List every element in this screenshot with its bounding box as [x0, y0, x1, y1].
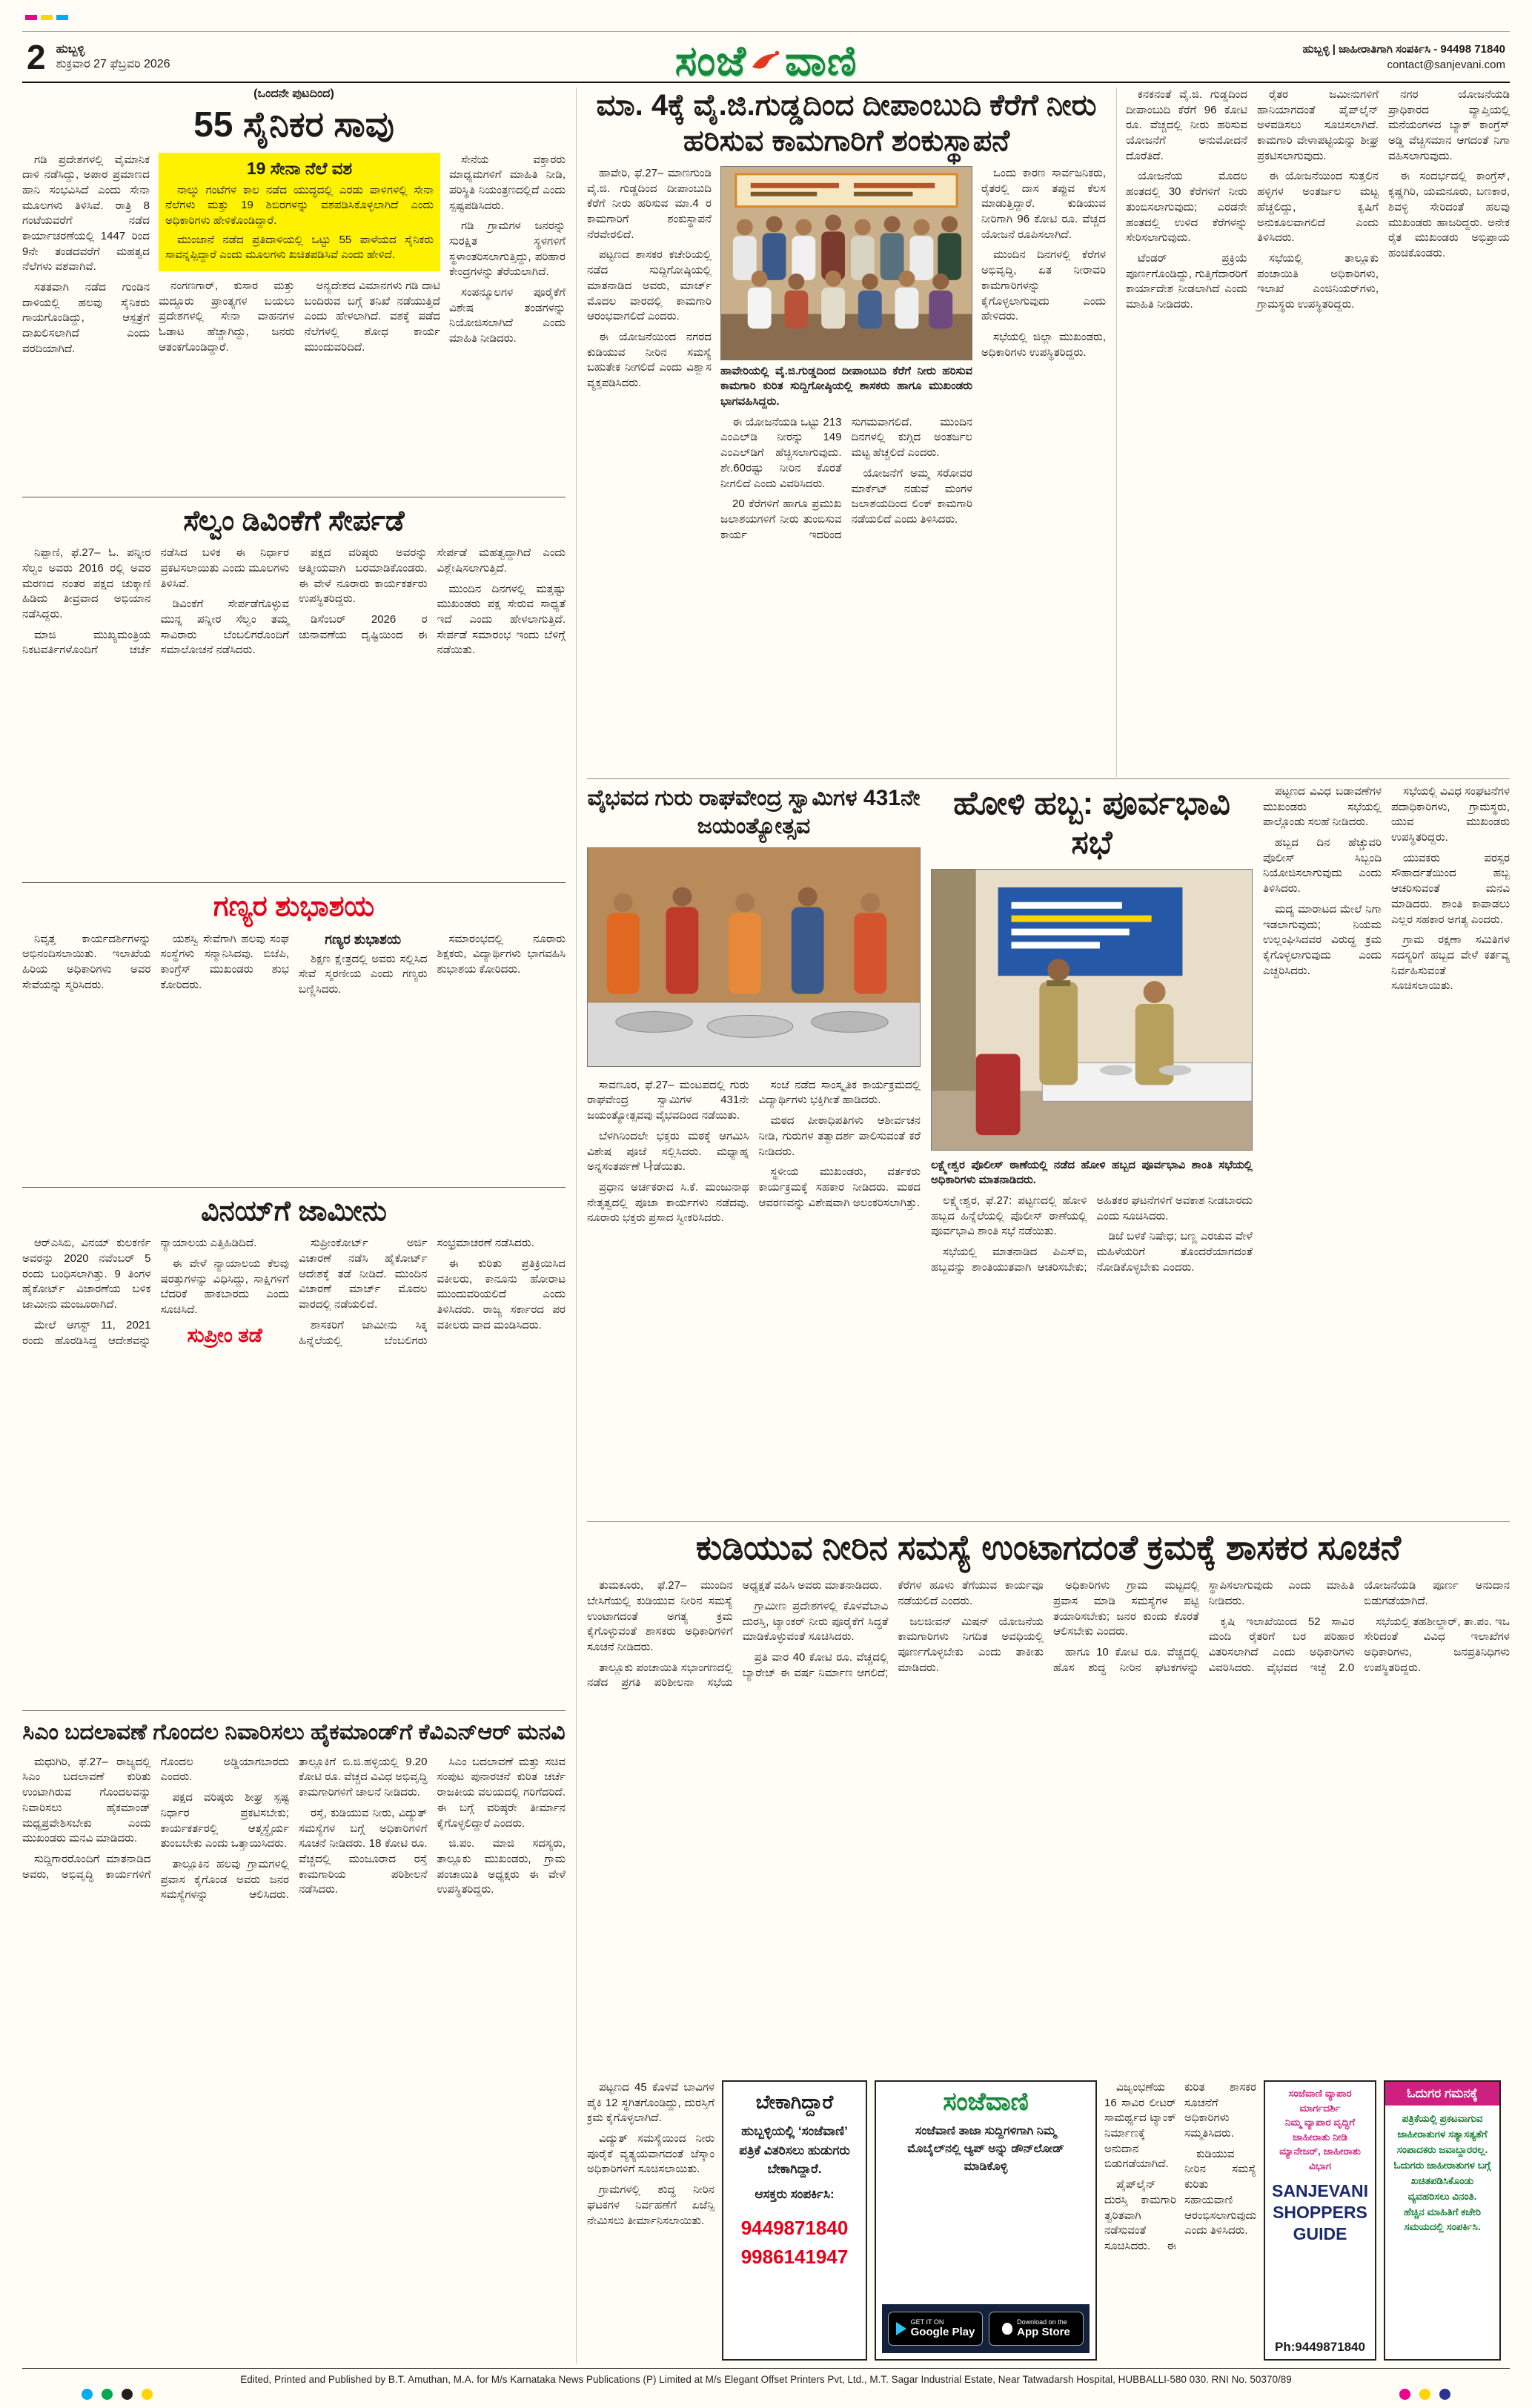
paragraph: ಆರ್‌ಎಸಿಬಿ, ವಿನಯ್ ಕುಲಕರ್ಣಿ ಅವರನ್ನು 2020 ನವೆಂಬರ್ 5 ರಂದು ಬಂಧಿಸಲಾಗಿತ್ತು. 9 ತಿಂಗಳ ಹೈಕೋರ್ಟ್ ವಿಚಾರಣೆಯ ಬಳಿಕ ಜಾಮೀನು ಮಂಜೂರಾಗಿದೆ.	[22, 1237, 151, 1312]
app-ad-text	[882, 2123, 1090, 2176]
advert-contact-line: ಹುಬ್ಬಳ್ಳಿ | ಜಾಹೀರಾತಿಗಾಗಿ ಸಂಪರ್ಕಿಸಿ - 94498 71840	[1302, 42, 1505, 56]
shoppers-name-line: SANJEVANI	[1272, 2181, 1368, 2201]
shoppers-top-line: ಸಂಜೆವಾಣಿ ವ್ಯಾಪಾರ ಮಾರ್ಗದರ್ಶಿ	[1288, 2088, 1352, 2114]
paragraph: ಸುದ್ದಿಗಾರರೊಂದಿಗೆ ಮಾತನಾಡಿದ ಅವರು, ಅಭಿವೃದ್ಧಿ ಕಾರ್ಯಗಳಿಗೆ ಗೊಂದಲ ಅಡ್ಡಿಯಾಗಬಾರದು ಎಂದರು.	[22, 1755, 289, 1881]
yellow-mark	[41, 15, 53, 20]
edition-dateline	[56, 42, 170, 72]
paragraph: ಒಂದು ಕಾರಣ ಸಾರ್ವಜನಿಕರು, ರೈತರಲ್ಲಿ ದಾಸ ತಪ್ಪುವ ಕೆಲಸ ಮಾಡುತ್ತಿದ್ದಾರೆ. ಕುಡಿಯುವ ನೀರಿಗಾಗಿ 96 ಕೋಟಿ ರೂ. ವೆಚ್ಚದ ಯೋಜನೆ ರೂಪಿಸಲಾಗಿದೆ.	[981, 167, 1106, 241]
cm-body	[22, 1755, 566, 2323]
paragraph: ಈ ಯೋಜನೆಯಿಂದ ನಗರದ ಕುಡಿಯುವ ನೀರಿನ ಸಮಸ್ಯೆ ಬಹುತೇಕ ನೀಗಲಿದೆ ಎಂದು ವಿಶ್ವಾಸ ವ್ಯಕ್ತಪಡಿಸಿದರು.	[587, 330, 712, 389]
green-dot	[102, 2389, 113, 2400]
paragraph: ಸಮಾರಂಭದಲ್ಲಿ ನೂರಾರು ಶಿಕ್ಷಕರು, ವಿದ್ಯಾರ್ಥಿಗಳು ಭಾಗವಹಿಸಿ ಶುಭಾಶಯ ಕೋರಿದರು.	[437, 932, 566, 976]
paragraph: ಪಟ್ಟಣದ 45 ಕೊಳವೆ ಬಾವಿಗಳ ಪೈಕಿ 12 ಸ್ಥಗಿತಗೊಂಡಿದ್ದು, ದುರಸ್ತಿಗೆ ಕ್ರಮ ಕೈಗೊಳ್ಳಲಾಗಿದೆ.	[587, 2081, 714, 2125]
paragraph: ನಂಗಣಗಾರ್, ಕುಸಾರ ಮತ್ತು ಮದ್ದೂರು ಪ್ರಾಂತ್ಯಗಳ ಬಯಲು ಪ್ರದೇಶಗಳಲ್ಲಿ ಸೇನಾ ವಾಹನಗಳ ಓಡಾಟ ಹೆಚ್ಚಾಗಿದ್ದು, ಜನರು ಆತಂಕಗೊಂಡಿದ್ದಾರೆ.	[159, 280, 295, 354]
left-column-block	[22, 87, 577, 2364]
paragraph: ಬೆಳಗಿನಿಂದಲೇ ಭಕ್ತರು ಮಠಕ್ಕೆ ಆಗಮಿಸಿ ವಿಶೇಷ ಪೂಜೆ ಸಲ್ಲಿಸಿದರು. ಮಧ್ಯಾಹ್ನ ಅನ್ನಸಂತರ್ಪಣೆ 나ಡೆಯಿತು.	[587, 1129, 749, 1174]
cm-headline: ಸಿಎಂ ಬದಲಾವಣೆ ಗೊಂದಲ ನಿವಾರಿಸಲು ಹೈಕಮಾಂಡ್‌ಗೆ ಕೆವಿಎನ್‌ಆರ್ ಮನವಿ	[22, 1720, 566, 1745]
page-header	[22, 31, 1510, 83]
paragraph: 20 ಕೆರೆಗಳಿಗೆ ಹಾಗೂ ಪ್ರಮುಖ ಜಲಾಶಯಗಳಿಗೆ ನೀರು ತುಂಬಿಸುವ ಕಾರ್ಯ ಇದರಿಂದ ಸುಗಮವಾಗಲಿದೆ. ಮುಂದಿನ ದಿನಗಳಲ್ಲಿ ಕುಗ್ಗಿದ ಅಂತರ್ಜಲ ಮಟ್ಟ ಹೆಚ್ಚಲಿದೆ ಎಂದರು.	[720, 415, 972, 541]
article-selvam	[22, 497, 566, 874]
shoppers-top-line: ನಿಮ್ಮ ವ್ಯಾಪಾರ ವೃದ್ಧಿಗೆ ಜಾಹೀರಾತು ನೀಡಿ	[1284, 2117, 1356, 2143]
article-guru-jayanti	[587, 784, 921, 1518]
water-works-continuation	[1116, 87, 1510, 777]
readers-notice-heading: ಓದುಗರ ಗಮನಕ್ಕೆ	[1385, 2082, 1499, 2106]
paragraph: ತಾಲ್ಲೂಕಿನ ಹಲವು ಗ್ರಾಮಗಳಲ್ಲಿ ಪ್ರವಾಸ ಕೈಗೊಂಡ ಅವರು ಜನರ ಸಮಸ್ಯೆಗಳನ್ನು ಆಲಿಸಿದರು. ತಾಲ್ಲೂಕಿಗೆ ಬಿ.ಜಿ.ಹಳ್ಳಿಯಲ್ಲಿ 9.20 ಕೋಟಿ ರೂ. ವೆಚ್ಚದ ವಿವಿಧ ಅಭಿವೃದ್ಧಿ ಕಾಮಗಾರಿಗಳಿಗೆ ಚಾಲನೆ ನೀಡಿದರು.	[160, 1755, 428, 1902]
water-left-col	[587, 166, 712, 777]
article-vinay-bail	[22, 1187, 566, 1702]
paragraph: ಸಭೆಯಲ್ಲಿ ತಹಶೀಲ್ದಾರ್, ತಾ.ಪಂ. ಇಒ ಸೇರಿದಂತೆ ವಿವಿಧ ಇಲಾಖೆಗಳ ಅಧಿಕಾರಿಗಳು, ಜನಪ್ರತಿನಿಧಿಗಳು ಉಪಸ್ಥಿತರಿದ್ದರು.	[1364, 1615, 1510, 1674]
paragraph: ಡಿವಿಂಕೆಗೆ ಸೇರ್ಪಡೆಗೊಳ್ಳುವ ಮುನ್ನ ಪನ್ನೀರ ಸೆಲ್ವಂ ತಮ್ಮ ಸಾವಿರಾರು ಬೆಂಬಲಿಗರೊಂದಿಗೆ ಸಮಾಲೋಚನೆ ನಡೆಸಿದರು.	[160, 598, 289, 657]
greetings-mini-heading: ಗಣ್ಯರ ಶುಭಾಶಯ	[325, 931, 402, 947]
paragraph: ಪೈಪ್‌ಲೈನ್ ದುರಸ್ತಿ ಕಾಮಗಾರಿ ತ್ವರಿತವಾಗಿ ನಡೆಸುವಂತೆ ಸೂಚಿಸಿದರು. ಈ ಕುರಿತ ಶಾಸಕರ ಸೂಚನೆಗೆ ಅಧಿಕಾರಿಗಳು ಸಮ್ಮತಿಸಿದರು.	[1104, 2081, 1256, 2252]
paragraph: ಸಾವಣೂರ, ಫೆ.27– ಮಂಟಪದಲ್ಲಿ ಗುರು ರಾಘವೇಂದ್ರ ಸ್ವಾಮಿಗಳ 431ನೇ ಜಯಂತ್ಯೋತ್ಸವವು ವೈಭವದಿಂದ ನಡೆಯಿತು.	[587, 1078, 749, 1122]
paragraph: ಹೆಚ್ಚಿನ ಮಾಹಿತಿಗೆ ಕಚೇರಿ ಸಮಯದಲ್ಲಿ ಸಂಪರ್ಕಿಸಿ.	[1403, 2206, 1482, 2233]
masthead-word-left: ಸಂಜೆ	[674, 37, 747, 84]
header-contact	[1302, 42, 1505, 73]
paragraph: ನಿಪ್ಪಾಣಿ, ಫೆ.27– ಓ. ಪನ್ನೀರ ಸೆಲ್ವಂ ಅವರು 2016 ರಲ್ಲಿ ಅವರ ಮರಣದ ನಂತರ ಪಕ್ಷದ ಚುಕ್ಕಾಣಿ ಹಿಡಿದು ತೀವ್ರವಾದ ಅಭಿಯಾನ ನಡೆಸಿದ್ದರು.	[22, 546, 151, 621]
shoppers-top-line: ಮ್ಯಾನೇಜರ್, ಜಾಹೀರಾತು ವಿಭಾಗ	[1279, 2146, 1361, 2172]
paragraph: ಜಲಜೀವನ್ ಮಿಷನ್ ಯೋಜನೆಯ ಕಾಮಗಾರಿಗಳು ನಿಗದಿತ ಅವಧಿಯಲ್ಲಿ ಪೂರ್ಣಗೊಳ್ಳಬೇಕು ಎಂದು ತಾಕೀತು ಮಾಡಿದರು.	[898, 1615, 1044, 1674]
wanted-heading: ಬೇಕಾಗಿದ್ದಾರೆ	[755, 2091, 834, 2113]
app-ad-line: ಮೊಬೈಲ್‌ನಲ್ಲಿ ಆ್ಯಪ್ ಅನ್ನು ಡೌನ್‌ಲೋಡ್	[907, 2143, 1064, 2155]
paragraph: ಕೃಷಿ ಇಲಾಖೆಯಿಂದ 52 ಸಾವಿರ ಮಂದಿ ರೈತರಿಗೆ ಬರ ಪರಿಹಾರ ವಿತರಿಸಲಾಗಿದೆ ಎಂದು ಅಧಿಕಾರಿಗಳು ವಿವರಿಸಿದರು. ವೈಭವದ ಇಚ್ಛೆ 2.0 ಯೋಜನೆಯಡಿ ಪೂರ್ಣ ಅನುದಾನ ಬಿಡುಗಡೆಯಾಗಿದೆ.	[1208, 1579, 1510, 1674]
google-play-badge	[888, 2312, 983, 2346]
paragraph: ವಿದ್ಯುತ್ ಸಮಸ್ಯೆಯಿಂದ ನೀರು ಪೂರೈಕೆ ವ್ಯತ್ಯಯವಾಗದಂತೆ ಜೆಸ್ಕಾಂ ಅಧಿಕಾರಿಗಳಿಗೆ ಸೂಚಿಸಲಾಯಿತು.	[587, 2132, 714, 2176]
article-cm-change	[22, 1710, 566, 2322]
shoppers-name-line: GUIDE	[1293, 2223, 1347, 2243]
badge-small-text: GET IT ON	[910, 2318, 944, 2326]
paragraph: ಪ್ರಧಾನ ಅರ್ಚಕರಾದ ಸಿ.ಕೆ. ಮಂಜುನಾಥ ನೇತೃತ್ವದಲ್ಲಿ ಪೂಜಾ ಕಾರ್ಯಗಳು ನಡೆದವು. ನೂರಾರು ಭಕ್ತರು ಪ್ರಸಾದ ಸ್ವೀಕರಿಸಿದರು.	[587, 1180, 749, 1225]
shoppers-phone: Ph:9449871840	[1275, 2340, 1365, 2354]
paragraph: ಮುಂಜಾನೆ ನಡೆದ ಪ್ರತಿದಾಳಿಯಲ್ಲಿ ಒಟ್ಟು 55 ಪಾಳೆಯದ ಸೈನಿಕರು ಸಾವನ್ನಪ್ಪಿದ್ದಾರೆ ಎಂದು ಮೂಲಗಳು ಖಚಿತಪಡಿಸಿವೆ ಎಂದು ಹೇಳಿದೆ.	[165, 233, 434, 262]
paragraph: ಟೆಂಡರ್ ಪ್ರಕ್ರಿಯೆ ಪೂರ್ಣಗೊಂಡಿದ್ದು, ಗುತ್ತಿಗೆದಾರರಿಗೆ ಕಾರ್ಯಾದೇಶ ನೀಡಲಾಗಿದೆ ಎಂದು ಮಾಹಿತಿ ನೀಡಿದರು.	[1126, 251, 1247, 311]
paragraph: ಈ ಯೋಜನೆಯಡಿ ಒಟ್ಟು 213 ಎಂಎಲ್‌ಡಿ ನೀರನ್ನು 149 ಎಂಎಲ್‌ಡಿಗೆ ಹೆಚ್ಚಿಸಲಾಗುವುದು. ಶೇ.60ರಷ್ಟು ನೀರಿನ ಕೊರತೆ ನೀಗಲಿದೆ ಎಂದು ವಿವರಿಸಿದರು.	[720, 415, 842, 490]
soldiers-middle	[159, 153, 440, 488]
article-water-works	[587, 87, 1106, 777]
greetings-body	[22, 932, 566, 1178]
app-store-badge	[989, 2312, 1084, 2346]
wanted-contact-label: ಆಸಕ್ತರು ಸಂಪರ್ಕಿಸಿ:	[755, 2186, 835, 2201]
guru-body	[587, 1078, 921, 1493]
paragraph: ಮುಂದಿನ ದಿನಗಳಲ್ಲಿ ಮತ್ತಷ್ಟು ಮುಖಂಡರು ಪಕ್ಷ ಸೇರುವ ಸಾಧ್ಯತೆ ಇದೆ ಎಂದು ಹೇಳಲಾಗುತ್ತಿದೆ. ಸೇರ್ಪಡೆ ಸಮಾರಂಭ ಇಂದು ಬೆಳಿಗ್ಗೆ ನಡೆಯಿತು.	[437, 582, 566, 657]
paragraph: ಸಂಪನ್ಮೂಲಗಳ ಪೂರೈಕೆಗೆ ವಿಶೇಷ ತಂಡಗಳನ್ನು ನಿಯೋಜಿಸಲಾಗಿದೆ ಎಂದು ಮಾಹಿತಿ ನೀಡಿದರು.	[449, 286, 566, 345]
water-mid-text	[720, 415, 972, 777]
soldiers-right-col	[449, 153, 566, 488]
paragraph: ಡಿಜೆ ಬಳಕೆ ನಿಷೇಧ; ಬಣ್ಣ ಎರಚುವ ವೇಳೆ ಮಹಿಳೆಯರಿಗೆ ತೊಂದರೆಯಾಗದಂತೆ ನೋಡಿಕೊಳ್ಳಬೇಕು ಎಂದರು.	[1096, 1230, 1253, 1274]
store-badges-band	[882, 2304, 1090, 2353]
app-ad-masthead: ಸಂಜೆವಾಣಿ	[943, 2088, 1029, 2116]
print-registration-marks-top	[25, 15, 68, 20]
paragraph: ಪಕ್ಷದ ವರಿಷ್ಠರು ಶೀಘ್ರ ಸ್ಪಷ್ಟ ನಿರ್ಧಾರ ಪ್ರಕಟಿಸಬೇಕು; ಕಾರ್ಯಕರ್ತರಲ್ಲಿ ಆತ್ಮಸ್ಥೈರ್ಯ ತುಂಬಬೇಕು ಎಂದು ಒತ್ತಾಯಿಸಿದರು.	[160, 1791, 289, 1850]
greetings-headline: ಗಣ್ಯರ ಶುಭಾಶಯ	[213, 891, 375, 923]
phone-number: 9986141947	[740, 2246, 849, 2268]
drinking-water-body	[587, 1578, 1510, 2016]
paragraph: ಜಿ.ಪಂ. ಮಾಜಿ ಸದಸ್ಯರು, ತಾಲ್ಲೂಕು ಮುಖಂಡರು, ಗ್ರಾಮ ಪಂಚಾಯಿತಿ ಅಧ್ಯಕ್ಷರು ಈ ವೇಳೆ ಉಪಸ್ಥಿತರಿದ್ದರು.	[437, 1837, 566, 1896]
edition-date: ಶುಕ್ರವಾರ 27 ಫೆಬ್ರವರಿ 2026	[56, 57, 170, 70]
paragraph: ಮುಂದಿನ ದಿನಗಳಲ್ಲಿ ಕೆರೆಗಳ ಅಭಿವೃದ್ಧಿ, ಏತ ನೀರಾವರಿ ಕಾಮಗಾರಿಗಳನ್ನು ಕೈಗೊಳ್ಳಲಾಗುವುದು ಎಂದು ಹೇಳಿದರು.	[981, 248, 1106, 323]
badge-big-text: App Store	[1017, 2325, 1070, 2338]
paragraph: ಲಕ್ಷ್ಮೇಶ್ವರ, ಫೆ.27: ಪಟ್ಟಣದಲ್ಲಿ ಹೋಳಿ ಹಬ್ಬದ ಹಿನ್ನೆಲೆಯಲ್ಲಿ ಪೊಲೀಸ್ ಠಾಣೆಯಲ್ಲಿ ಪೂರ್ವಭಾವಿ ಶಾಂತಿ ಸಭೆ ನಡೆಯಿತು.	[931, 1194, 1087, 1238]
paragraph: ಅಧಿಕಾರಿಗಳು ಗ್ರಾಮ ಮಟ್ಟದಲ್ಲಿ ಪ್ರವಾಸ ಮಾಡಿ ಸಮಸ್ಯೆಗಳ ಪಟ್ಟಿ ತಯಾರಿಸಬೇಕು; ಜನರ ಕುಂದು ಕೊರತೆ ಆಲಿಸಬೇಕು ಎಂದರು.	[1052, 1579, 1199, 1638]
imprint-footer	[22, 2368, 1510, 2385]
paragraph: ಯಶಸ್ವಿ ಸೇವೆಗಾಗಿ ಹಲವು ಸಂಘ ಸಂಸ್ಥೆಗಳು ಸನ್ಮಾನಿಸಿದವು. ಬಿಜೆಪಿ, ಕಾಂಗ್ರೆಸ್ ಮುಖಂಡರು ಶುಭ ಕೋರಿದರು.	[160, 932, 289, 991]
masthead-bird-icon	[749, 47, 782, 76]
drinking-water-tail-b	[1104, 2080, 1256, 2361]
paragraph: ಗ್ರಾಮಗಳಲ್ಲಿ ಶುದ್ಧ ನೀರಿನ ಘಟಕಗಳ ನಿರ್ವಹಣೆಗೆ ಏಜೆನ್ಸಿ ನೇಮಿಸಲು ತೀರ್ಮಾನಿಸಲಾಯಿತು.	[587, 2183, 714, 2227]
paragraph: ಪ್ರತಿ ವಾರ 40 ಕೋಟಿ ರೂ. ವೆಚ್ಚದಲ್ಲಿ ಬ್ಯಾರೇಜ್ ಈ ವರ್ಷ ನಿರ್ಮಾಣ ಆಗಲಿದೆ; ಕೆರೆಗಳ ಹೂಳು ತೆಗೆಯುವ ಕಾರ್ಯವೂ ನಡೆಯಲಿದೆ ಎಂದರು.	[742, 1579, 1044, 1679]
masthead	[675, 36, 858, 86]
imprint-text: Edited, Printed and Published by B.T. Amuthan, M.A. for M/s Karnataka News Publications (P) Limited at M/s Elegant Offset Printers Pvt, Ltd., M.T. Sagar Industrial Estate, Near Tatwadarsh Hospital, HUBBALLI-580 030. RNI No. 50370/89	[240, 2374, 1292, 2385]
readers-notice-body	[1385, 2106, 1499, 2241]
paragraph: ಸ್ಥಳೀಯ ಮುಖಂಡರು, ವರ್ತಕರು ಕಾರ್ಯಕ್ರಮಕ್ಕೆ ಸಹಕಾರ ನೀಡಿದರು. ಮಠದ ಆವರಣವನ್ನು ವಿಶೇಷವಾಗಿ ಅಲಂಕರಿಸಲಾಗಿತ್ತು.	[758, 1165, 921, 1209]
water-photo-caption: ಹಾವೇರಿಯಲ್ಲಿ ವೈ.ಜಿ.ಗುಡ್ಡದಿಂದ ದೀಪಾಂಬುದಿ ಕೆರೆಗೆ ನೀರು ಹರಿಸುವ ಕಾಮಗಾರಿ ಕುರಿತ ಸುದ್ದಿಗೋಷ್ಠಿಯಲ್ಲಿ ಶಾಸಕರು ಹಾಗೂ ಮುಖಂಡರು ಭಾಗವಹಿಸಿದ್ದರು.	[720, 365, 972, 408]
holi-photo-caption: ಲಕ್ಷ್ಮೇಶ್ವರ ಪೊಲೀಸ್ ಠಾಣೆಯಲ್ಲಿ ನಡೆದ ಹೋಳಿ ಹಬ್ಬದ ಪೂರ್ವಭಾವಿ ಶಾಂತಿ ಸಭೆಯಲ್ಲಿ ಅಧಿಕಾರಿಗಳು ಮಾತನಾಡಿದರು.	[931, 1158, 1253, 1186]
water-right-col	[981, 166, 1106, 777]
paragraph: ಡಿಸೆಂಬರ್ 2026 ರ ಚುನಾವಣೆಯ ದೃಷ್ಟಿಯಿಂದ ಈ ಸೇರ್ಪಡೆ ಮಹತ್ವದ್ದಾಗಿದೆ ಎಂದು ವಿಶ್ಲೇಷಿಸಲಾಗುತ್ತಿದೆ.	[299, 546, 566, 641]
highlight-box-heading: 19 ಸೇನಾ ನೆಲೆ ವಶ	[246, 158, 353, 178]
paragraph: ಗಡಿ ಗ್ರಾಮಗಳ ಜನರನ್ನು ಸುರಕ್ಷಿತ ಸ್ಥಳಗಳಿಗೆ ಸ್ಥಳಾಂತರಿಸಲಾಗುತ್ತಿದ್ದು, ಪರಿಹಾರ ಕೇಂದ್ರಗಳನ್ನು ತೆರೆಯಲಾಗಿದೆ.	[449, 219, 566, 279]
paragraph: ಗ್ರಾಮೀಣ ಪ್ರದೇಶಗಳಲ್ಲಿ ಕೊಳವೆಬಾವಿ ದುರಸ್ತಿ, ಟ್ಯಾಂಕರ್ ನೀರು ಪೂರೈಕೆಗೆ ಸಿದ್ಧತೆ ಮಾಡಿಕೊಳ್ಳುವಂತೆ ಸೂಚಿಸಿದರು.	[742, 1599, 889, 1644]
paragraph: ತಾಲ್ಲೂಕು ಪಂಚಾಯಿತಿ ಸಭಾಂಗಣದಲ್ಲಿ ನಡೆದ ಪ್ರಗತಿ ಪರಿಶೀಲನಾ ಸಭೆಯ ಅಧ್ಯಕ್ಷತೆ ವಹಿಸಿ ಅವರು ಮಾತನಾಡಿದರು.	[587, 1579, 882, 1690]
badge-big-text: Google Play	[910, 2325, 975, 2338]
print-registration-dots-left	[82, 2389, 153, 2400]
paragraph: ಶಾಸಕರಿಗೆ ಜಾಮೀನು ಸಿಕ್ಕ ಹಿನ್ನೆಲೆಯಲ್ಲಿ ಬೆಂಬಲಿಗರು ಸಂಭ್ರಮಾಚರಣೆ ನಡೆಸಿದರು.	[299, 1237, 534, 1347]
masthead-word-right: ವಾಣಿ	[785, 37, 858, 84]
paragraph: ಸಭೆಯಲ್ಲಿ ವಿವಿಧ ಸಂಘಟನೆಗಳ ಪದಾಧಿಕಾರಿಗಳು, ಗ್ರಾಮಸ್ಥರು, ಯುವ ಮುಖಂಡರು ಉಪಸ್ಥಿತರಿದ್ದರು.	[1391, 785, 1510, 844]
wanted-body: ಹುಬ್ಬಳ್ಳಿಯಲ್ಲಿ ‘ಸಂಜೆವಾಣಿ’ ಪತ್ರಿಕೆ ವಿತರಿಸಲು ಹುಡುಗರು ಬೇಕಾಗಿದ್ದಾರೆ.	[739, 2124, 850, 2176]
holi-meeting-photo	[931, 869, 1253, 1151]
article-greetings	[22, 882, 566, 1178]
article-soldiers	[22, 87, 566, 488]
paragraph: ನಗರ ಯೋಜನೆಯಡಿ ಪ್ರಾಧಿಕಾರದ ವ್ಯಾಪ್ತಿಯಲ್ಲಿ ಮನೆಯಂಗಳದ ಬ್ಯಾಕ್ ಕಾಂಗ್ರೆಸ್ ಅಡ್ಡಿ ವೆಚ್ಚಿಸಮಾನ ಆಗದಂತೆ ನಿಗಾ ವಹಿಸಲಾಗುವುದು.	[1388, 88, 1510, 162]
paragraph: ಈ ಯೋಜನೆಯಿಂದ ಸುತ್ತಲಿನ ಹಳ್ಳಿಗಳ ಅಂತರ್ಜಲ ಮಟ್ಟ ಹೆಚ್ಚಲಿದ್ದು, ಕೃಷಿಗೆ ಅನುಕೂಲವಾಗಲಿದೆ ಎಂದು ತಿಳಿಸಿದರು.	[1257, 170, 1379, 245]
paragraph: ತುಮಕೂರು, ಫೆ.27– ಮುಂದಿನ ಬೇಸಿಗೆಯಲ್ಲಿ ಕುಡಿಯುವ ನೀರಿನ ಸಮಸ್ಯೆ ಉಂಟಾಗದಂತೆ ಅಗತ್ಯ ಕ್ರಮ ಕೈಗೊಳ್ಳುವಂತೆ ಶಾಸಕರು ಅಧಿಕಾರಿಗಳಿಗೆ ಸೂಚನೆ ನೀಡಿದರು.	[587, 1579, 733, 1653]
paragraph: ಮಠದ ಪೀಠಾಧಿಪತಿಗಳು ಆಶೀರ್ವಚನ ನೀಡಿ, ಗುರುಗಳ ತತ್ವಾದರ್ಶ ಪಾಲಿಸುವಂತೆ ಕರೆ ನೀಡಿದರು.	[758, 1114, 921, 1158]
section-divider	[587, 778, 1510, 779]
paragraph: ಅನ್ಯದೇಶದ ವಿಮಾನಗಳು ಗಡಿ ದಾಟಿ ಬಂದಿರುವ ಬಗ್ಗೆ ತನಿಖೆ ನಡೆಯುತ್ತಿದೆ ಎಂದು ಹೇಳಲಾಗಿದೆ. ವಶಕ್ಕೆ ಪಡೆದ ನೆಲೆಗಳಲ್ಲಿ ಶೋಧ ಕಾರ್ಯ ಮುಂದುವರಿದಿದೆ.	[304, 280, 440, 354]
paragraph: ಸಂಜೆ ನಡೆದ ಸಾಂಸ್ಕೃತಿಕ ಕಾರ್ಯಕ್ರಮದಲ್ಲಿ ವಿದ್ಯಾರ್ಥಿಗಳು ಭಕ್ತಿಗೀತೆ ಹಾಡಿದರು.	[758, 1078, 921, 1107]
section-divider	[587, 1521, 1510, 1522]
guru-headline: ವೈಭವದ ಗುರು ರಾಘವೇಂದ್ರ ಸ್ವಾಮಿಗಳ 431ನೇ ಜಯಂತ್ಯೋತ್ಸವ	[587, 786, 921, 839]
page-number: 2	[27, 37, 46, 76]
paragraph: ಸಿಎಂ ಬದಲಾವಣೆ ಮತ್ತು ಸಚಿವ ಸಂಪುಟ ಪುನಾರಚನೆ ಕುರಿತ ಚರ್ಚೆ ರಾಜಕೀಯ ವಲಯದಲ್ಲಿ ಗರಿಗೆದರಿದೆ. ಈ ಬಗ್ಗೆ ವರಿಷ್ಠರೇ ತೀರ್ಮಾನ ಕೈಗೊಳ್ಳಲಿದ್ದಾರೆ ಎಂದರು.	[437, 1755, 566, 1830]
drinking-water-headline: ಕುಡಿಯುವ ನೀರಿನ ಸಮಸ್ಯೆ ಉಂಟಾಗದಂತೆ ಕ್ರಮಕ್ಕೆ ಶಾಸಕರ ಸೂಚನೆ	[695, 1528, 1402, 1567]
soldiers-left-col	[22, 153, 150, 488]
blue-dot	[1439, 2389, 1450, 2400]
app-ad-line: ಮಾಡಿಕೊಳ್ಳಿ	[964, 2160, 1008, 2173]
soldiers-headline: 55 ಸೈನಿಕರ ಸಾವು	[193, 105, 394, 145]
yellow-dot	[1419, 2389, 1430, 2400]
paragraph: ಸಭೆಯಲ್ಲಿ ಮಾತನಾಡಿದ ಪಿಎಸ್‌ಐ, ಹಬ್ಬವನ್ನು ಶಾಂತಿಯುತವಾಗಿ ಆಚರಿಸಬೇಕು; ಅಹಿತಕರ ಘಟನೆಗಳಿಗೆ ಅವಕಾಶ ನೀಡಬಾರದು ಎಂದು ಸೂಚಿಸಿದರು.	[931, 1194, 1253, 1274]
paragraph: ಸುಪ್ರೀಂಕೋರ್ಟ್ ಅರ್ಜಿ ವಿಚಾರಣೆ ನಡೆಸಿ ಹೈಕೋರ್ಟ್ ಆದೇಶಕ್ಕೆ ತಡೆ ನೀಡಿದೆ. ಮುಂದಿನ ವಿಚಾರಣೆ ಮಾರ್ಚ್ ಮೊದಲ ವಾರದಲ್ಲಿ ನಡೆಯಲಿದೆ.	[299, 1237, 428, 1312]
bottom-ads-row	[587, 2080, 1510, 2361]
vinay-body	[22, 1236, 566, 1701]
paragraph: ಸತತವಾಗಿ ನಡೆದ ಗುಂಡಿನ ದಾಳಿಯಲ್ಲಿ ಹಲವು ಸೈನಿಕರು ಗಾಯಗೊಂಡಿದ್ದು, ಆಸ್ಪತ್ರೆಗೆ ದಾಖಲಿಸಲಾಗಿದೆ ಎಂದು ವರದಿಯಾಗಿದೆ.	[22, 281, 150, 355]
wanted-classified-ad	[722, 2080, 867, 2361]
wanted-phones	[729, 2214, 860, 2272]
paragraph: ಮದ್ಯ ಮಾರಾಟದ ಮೇಲೆ ನಿಗಾ ಇಡಲಾಗುವುದು; ನಿಯಮ ಉಲ್ಲಂಘಿಸಿದವರ ವಿರುದ್ಧ ಕ್ರಮ ಕೈಗೊಳ್ಳಲಾಗುವುದು ಎಂದು ಎಚ್ಚರಿಸಿದರು.	[1263, 902, 1382, 977]
paragraph: ಯುವಕರು ಪರಸ್ಪರ ಸೌಹಾರ್ದತೆಯಿಂದ ಹಬ್ಬ ಆಚರಿಸುವಂತೆ ಮನವಿ ಮಾಡಿದರು. ಶಾಂತಿ ಕಾಪಾಡಲು ಎಲ್ಲರ ಸಹಕಾರ ಅಗತ್ಯ ಎಂದರು.	[1391, 851, 1510, 926]
paragraph: ರೈತರ ಜಮೀನುಗಳಿಗೆ ಹಾನಿಯಾಗದಂತೆ ಪೈಪ್‌ಲೈನ್ ಅಳವಡಿಸಲು ಸೂಚಿಸಲಾಗಿದೆ. ಕಾಮಗಾರಿ ವೇಳಾಪಟ್ಟಿಯನ್ನು ಶೀಘ್ರ ಪ್ರಕಟಿಸಲಾಗುವುದು.	[1257, 88, 1379, 162]
paragraph: ಸಭೆಯಲ್ಲಿ ಜಿಲ್ಲಾ ಮುಖಂಡರು, ಅಧಿಕಾರಿಗಳು ಉಪಸ್ಥಿತರಿದ್ದರು.	[981, 330, 1106, 359]
paragraph: ಈ ಸಂದರ್ಭದಲ್ಲಿ ಕಾಂಗ್ರೆಸ್, ಕೃಷ್ಣಗಿರಿ, ಯಮನೂರು, ಬಣಕಾರ, ಶಿವಳ್ಳಿ ಸೇರಿದಂತೆ ಹಲವು ಮುಖಂಡರು ಹಾಜರಿದ್ದರು. ಅನೇಕ ರೈತ ಮುಖಂಡರು ಅಭಿಪ್ರಾಯ ಹಂಚಿಕೊಂಡರು.	[1388, 170, 1510, 259]
highlight-box-body	[165, 183, 434, 263]
paragraph: ಈ ವೇಳೆ ನ್ಯಾಯಾಲಯ ಕೆಲವು ಷರತ್ತುಗಳನ್ನು ವಿಧಿಸಿದ್ದು, ಸಾಕ್ಷಿಗಳಿಗೆ ಬೆದರಿಕೆ ಹಾಕಬಾರದು ಎಂದು ಸೂಚಿಸಿದೆ.	[160, 1257, 289, 1317]
paragraph: ಓದುಗರು ಜಾಹೀರಾತುಗಳ ಬಗ್ಗೆ ಖಚಿತಪಡಿಸಿಕೊಂಡು ವ್ಯವಹರಿಸಲು ವಿನಂತಿ.	[1393, 2159, 1491, 2202]
selvam-body	[22, 546, 566, 873]
captured-bases-highlight-box	[159, 153, 440, 271]
edition-city: ಹುಬ್ಬಳ್ಳಿ	[56, 42, 85, 56]
holi-meeting-continuation	[1263, 784, 1510, 1518]
paragraph: ಸಭೆಯಲ್ಲಿ ತಾಲ್ಲೂಕು ಪಂಚಾಯಿತಿ ಅಧಿಕಾರಿಗಳು, ಇಲಾಖೆ ಎಂಜಿನಿಯರ್‌ಗಳು, ಗ್ರಾಮಸ್ಥರು ಉಪಸ್ಥಿತರಿದ್ದರು.	[1257, 251, 1379, 311]
paragraph: ಮಧುಗಿರಿ, ಫೆ.27– ರಾಜ್ಯದಲ್ಲಿ ಸಿಎಂ ಬದಲಾವಣೆ ಕುರಿತು ಉಂಟಾಗಿರುವ ಗೊಂದಲವನ್ನು ನಿವಾರಿಸಲು ಹೈಕಮಾಂಡ್ ಮಧ್ಯಪ್ರವೇಶಿಸಬೇಕು ಎಂದು ಮುಖಂಡರು ಮನವಿ ಮಾಡಿದರು.	[22, 1755, 151, 1845]
paragraph: ಈ ಕುರಿತು ಪ್ರತಿಕ್ರಿಯಿಸಿದ ವಕೀಲರು, ಕಾನೂನು ಹೋರಾಟ ಮುಂದುವರಿಯಲಿದೆ ಎಂದು ತಿಳಿಸಿದರು. ರಾಜ್ಯ ಸರ್ಕಾರದ ಪರ ವಕೀಲರು ವಾದ ಮಂಡಿಸಿದರು.	[437, 1257, 566, 1332]
magenta-mark	[25, 15, 37, 20]
event-group-photo	[720, 166, 972, 360]
greetings-text-a	[22, 932, 289, 998]
readers-notice-ad	[1384, 2080, 1501, 2361]
paragraph: ನಿವೃತ್ತ ಕಾರ್ಯದರ್ಶಿಗಳನ್ನು ಅಭಿನಂದಿಸಲಾಯಿತು. ಇಲಾಖೆಯ ಹಿರಿಯ ಅಧಿಕಾರಿಗಳು ಅವರ ಸೇವೆಯನ್ನು ಸ್ಮರಿಸಿದರು.	[22, 932, 151, 991]
drinking-water-tail-a	[587, 2080, 714, 2361]
jayanti-photo	[587, 847, 921, 1067]
supreme-stay-subhead: ಸುಪ್ರೀಂ ತಡೆ	[187, 1323, 262, 1346]
paragraph: ಗಡಿ ಪ್ರದೇಶಗಳಲ್ಲಿ ವೈಮಾನಿಕ ದಾಳಿ ನಡೆಸಿದ್ದು, ಅಪಾರ ಪ್ರಮಾಣದ ಹಾನಿ ಸಂಭವಿಸಿದೆ ಎಂದು ಸೇನಾ ಮೂಲಗಳು ತಿಳಿಸಿವೆ. ರಾತ್ರಿ 8 ಗಂಟೆಯವರೆಗೆ ನಡೆದ ಕಾರ್ಯಾಚರಣೆಯಲ್ಲಿ 1447 ರಿಂದ 9ನೇ ತಂಡದವರೆಗೆ ಮಹತ್ವದ ನೆಲೆಗಳು ವಶವಾಗಿವೆ.	[22, 153, 150, 274]
badge-small-text: Download on the	[1017, 2318, 1067, 2326]
vinay-headline: ವಿನಯ್‌ಗೆ ಜಾಮೀನು	[201, 1195, 387, 1227]
black-dot	[122, 2389, 133, 2400]
paragraph: ಗ್ರಾಮ ರಕ್ಷಣಾ ಸಮಿತಿಗಳ ಸದಸ್ಯರಿಗೆ ಹಬ್ಬದ ವೇಳೆ ಕರ್ತವ್ಯ ನಿರ್ವಹಿಸುವಂತೆ ಸೂಚಿಸಲಾಯಿತು.	[1391, 933, 1510, 993]
play-triangle-icon	[896, 2322, 906, 2335]
magenta-dot	[1399, 2389, 1410, 2400]
paragraph: ಕನಕನಂತೆ ವೈ.ಜಿ. ಗುಡ್ಡದಿಂದ ದೀಪಾಂಬುದಿ ಕೆರೆಗೆ 96 ಕೋಟಿ ರೂ. ವೆಚ್ಚದಲ್ಲಿ ನೀರು ಹರಿಸುವ ಯೋಜನೆಗೆ ಅನುಮೋದನೆ ದೊರೆತಿದೆ.	[1126, 88, 1247, 162]
paragraph: ಮೇಲೆ ಆಗಸ್ಟ್ 11, 2021 ರಂದು ಹೊರಡಿಸಿದ್ದ ಆದೇಶವನ್ನು ನ್ಯಾಯಾಲಯ ಎತ್ತಿಹಿಡಿದಿದೆ.	[22, 1237, 257, 1347]
soldiers-mid-text	[159, 279, 440, 457]
paragraph: ಸೇನೆಯ ವಕ್ತಾರರು ಮಾಧ್ಯಮಗಳಿಗೆ ಮಾಹಿತಿ ನೀಡಿ, ಪರಿಸ್ಥಿತಿ ನಿಯಂತ್ರಣದಲ್ಲಿದೆ ಎಂದು ಸ್ಪಷ್ಟಪಡಿಸಿದರು.	[449, 153, 566, 212]
paragraph: ಶಿಕ್ಷಣ ಕ್ಷೇತ್ರದಲ್ಲಿ ಅವರು ಸಲ್ಲಿಸಿದ ಸೇವೆ ಸ್ಮರಣೀಯ ಎಂದು ಗಣ್ಯರು ಬಣ್ಣಿಸಿದರು.	[299, 952, 428, 996]
shoppers-guide-name	[1268, 2180, 1372, 2244]
paragraph: ಹಾಗೂ 10 ಕೋಟಿ ರೂ. ವೆಚ್ಚದಲ್ಲಿ ಹೊಸ ಶುದ್ಧ ನೀರಿನ ಘಟಕಗಳನ್ನು ಸ್ಥಾಪಿಸಲಾಗುವುದು ಎಂದು ಮಾಹಿತಿ ನೀಡಿದರು.	[1052, 1579, 1355, 1674]
selvam-headline: ಸೆಲ್ವಂ ಡಿವಿಂಕೆಗೆ ಸೇರ್ಪಡೆ	[183, 505, 405, 537]
paragraph: ರಸ್ತೆ, ಕುಡಿಯುವ ನೀರು, ವಿದ್ಯುತ್ ಸಮಸ್ಯೆಗಳ ಬಗ್ಗೆ ಅಧಿಕಾರಿಗಳಿಗೆ ಸೂಚನೆ ನೀಡಿದರು. 18 ಕೋಟಿ ರೂ. ವೆಚ್ಚದಲ್ಲಿ ಮಂಜೂರಾದ ರಸ್ತೆ ಕಾಮಗಾರಿಯ ಪರಿಶೀಲನೆ ನಡೆಸಿದರು.	[299, 1806, 428, 1896]
cyan-dot	[82, 2389, 93, 2400]
holi-headline: ಹೋಳಿ ಹಬ್ಬ: ಪೂರ್ವಭಾವಿ ಸಭೆ	[953, 785, 1230, 861]
paragraph: ಪಕ್ಷದ ವರಿಷ್ಠರು ಅವರನ್ನು ಆತ್ಮೀಯವಾಗಿ ಬರಮಾಡಿಕೊಂಡರು. ಈ ವೇಳೆ ನೂರಾರು ಕಾರ್ಯಕರ್ತರು ಉಪಸ್ಥಿತರಿದ್ದರು.	[299, 546, 428, 606]
apple-icon	[1002, 2323, 1012, 2335]
contact-email: contact@sanjevani.com	[1387, 58, 1505, 71]
paragraph: ಪಟ್ಟಣದ ಶಾಸಕರ ಕಚೇರಿಯಲ್ಲಿ ನಡೆದ ಸುದ್ದಿಗೋಷ್ಠಿಯಲ್ಲಿ ಮಾತನಾಡಿದ ಅವರು, ಮಾರ್ಚ್ ಮೊದಲ ವಾರದಲ್ಲಿ ಕಾಮಗಾರಿ ಆರಂಭವಾಗಲಿದೆ ಎಂದರು.	[587, 248, 712, 323]
paragraph: ಯೋಜನೆಗೆ ಅಮ್ಮ ಸರೋವರ ಮಾರ್ಕೆಟ್ ನಡುವೆ ಮಂಗಳ ಜಲಾಶಯದಿಂದ ಲಿಂಕ್ ಕಾಮಗಾರಿ ನಡೆಯಲಿದೆ ಎಂದು ತಿಳಿಸಿದರು.	[851, 466, 972, 526]
paragraph: ವಿಜೃಂಭಣೆಯ 16 ಸಾವಿರ ಲೀಟರ್ ಸಾಮರ್ಥ್ಯದ ಟ್ಯಾಂಕ್ ನಿರ್ಮಾಣಕ್ಕೆ ಅನುದಾನ ಬಿಡುಗಡೆಯಾಗಿದೆ.	[1104, 2081, 1176, 2171]
paragraph: ಕುಡಿಯುವ ನೀರಿನ ಸಮಸ್ಯೆ ಕುರಿತು ಸಹಾಯವಾಣಿ ಆರಂಭಿಸಲಾಗುವುದು ಎಂದು ತಿಳಿಸಿದರು.	[1184, 2147, 1256, 2237]
shoppers-name-line: SHOPPERS	[1273, 2203, 1367, 2223]
paragraph: ಮಾಜಿ ಮುಖ್ಯಮಂತ್ರಿಯ ನಿಕಟವರ್ತಿಗಳೊಂದಿಗೆ ಚರ್ಚೆ ನಡೆಸಿದ ಬಳಿಕ ಈ ನಿರ್ಧಾರ ಪ್ರಕಟಿಸಲಾಯಿತು ಎಂದು ಮೂಲಗಳು ತಿಳಿಸಿವೆ.	[22, 546, 289, 657]
continued-from-note: (ಒಂದನೇ ಪುಟದಿಂದ)	[253, 87, 334, 100]
paragraph: ಹಬ್ಬದ ದಿನ ಹೆಚ್ಚುವರಿ ಪೊಲೀಸ್ ಸಿಬ್ಬಂದಿ ನಿಯೋಜಿಸಲಾಗುವುದು ಎಂದು ತಿಳಿಸಿದರು.	[1263, 836, 1382, 896]
paragraph: ಪಟ್ಟಣದ ವಿವಿಧ ಬಡಾವಣೆಗಳ ಮುಖಂಡರು ಸಭೆಯಲ್ಲಿ ಪಾಲ್ಗೊಂಡು ಸಲಹೆ ನೀಡಿದರು.	[1263, 785, 1382, 829]
paragraph: ನಾಲ್ಕು ಗಂಟೆಗಳ ಕಾಲ ನಡೆದ ಯುದ್ಧದಲ್ಲಿ ಎರಡು ಪಾಳಿಗಳಲ್ಲಿ ಸೇನಾ ನೆಲೆಗಳು ಮತ್ತು 19 ಶಿಬಿರಗಳನ್ನು ವಶಪಡಿಸಿಕೊಳ್ಳಲಾಗಿದೆ ಎಂದು ಅಧಿಕಾರಿಗಳು ಹೇಳಿಕೊಂಡಿದ್ದಾರೆ.	[165, 183, 434, 227]
holi-body	[931, 1194, 1253, 1461]
print-registration-dots-right	[1399, 2389, 1450, 2400]
cyan-mark	[56, 15, 68, 20]
app-ad-line: ಸಂಜೆವಾಣಿ ತಾಜಾ ಸುದ್ದಿಗಳಿಗಾಗಿ ನಿಮ್ಮ	[915, 2125, 1057, 2137]
water-photo-column	[720, 166, 972, 777]
article-drinking-water	[587, 1527, 1510, 2076]
paragraph: ಪತ್ರಿಕೆಯಲ್ಲಿ ಪ್ರಕಟವಾಗುವ ಜಾಹೀರಾತುಗಳ ಸತ್ಯಾಸತ್ಯತೆಗೆ ಸಂಪಾದಕರು ಜವಾಬ್ದಾರರಲ್ಲ.	[1396, 2113, 1488, 2155]
phone-number: 9449871840	[740, 2217, 849, 2239]
paragraph: ಹಾವೇರಿ, ಫೆ.27– ಮಾಣಗುಂಡಿ ವೈ.ಜಿ. ಗುಡ್ಡದಿಂದ ದೀಪಾಂಬುದಿ ಕೆರೆಗೆ ನೀರು ಹರಿಸುವ ಮಾ.4 ರ ಕಾಮಗಾರಿಗೆ ಶಂಕುಸ್ಥಾಪನೆ ನೆರವೇರಲಿದೆ.	[587, 167, 712, 241]
paragraph: ಯೋಜನೆಯ ಮೊದಲ ಹಂತದಲ್ಲಿ 30 ಕೆರೆಗಳಿಗೆ ನೀರು ತುಂಬಿಸಲಾಗುವುದು; ಎರಡನೇ ಹಂತದಲ್ಲಿ ಉಳಿದ ಕೆರೆಗಳನ್ನು ಸೇರಿಸಲಾಗುವುದು.	[1126, 170, 1247, 245]
article-holi-meeting	[931, 784, 1253, 1518]
vinay-text-b	[299, 1236, 566, 1349]
water-works-headline: ಮಾ. 4ಕ್ಕೆ ವೈ.ಜಿ.ಗುಡ್ಡದಿಂದ ದೀಪಾಂಬುದಿ ಕೆರೆಗೆ ನೀರು ಹರಿಸುವ ಕಾಮಗಾರಿಗೆ ಶಂಕುಸ್ಥಾಪನೆ	[596, 89, 1097, 157]
header-left	[27, 37, 170, 77]
app-download-ad	[875, 2080, 1097, 2361]
yellow-dot	[142, 2389, 153, 2400]
shoppers-guide-ad	[1264, 2080, 1376, 2361]
